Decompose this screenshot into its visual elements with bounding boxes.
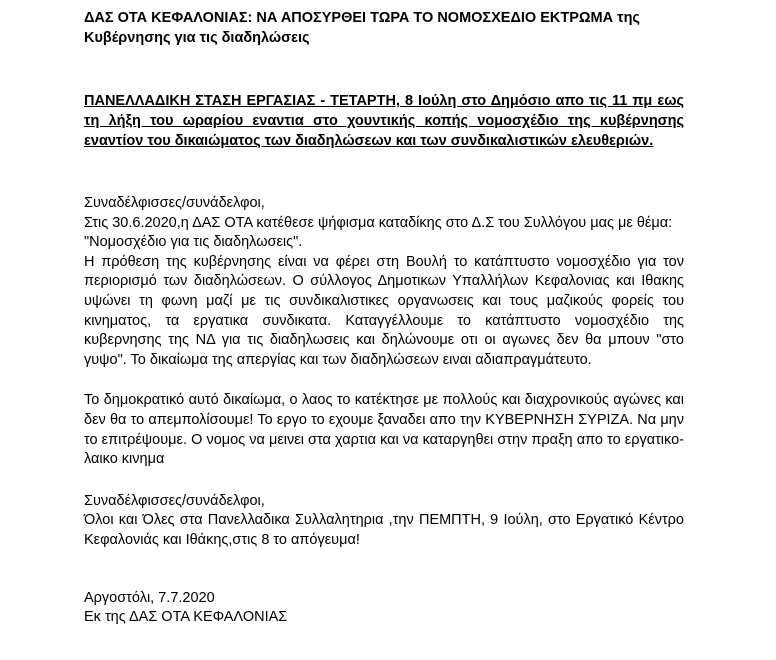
rights-block (84, 391, 684, 469)
greeting: Συναδέλφισσες/συνάδελφοι, (84, 492, 265, 509)
paragraph-resolution: Στις 30.6.2020,η ΔΑΣ ΟΤΑ κατέθεσε ψήφισμα καταδίκης στο Δ.Σ του Συλλόγου μας με θέμα: (84, 214, 673, 231)
call-to-action-block (84, 492, 684, 551)
place-date: Αργοστόλι, 7.7.2020 (84, 589, 215, 606)
intro-block (84, 194, 684, 370)
strike-announcement-heading: ΠΑΝΕΛΛΑΔΙΚΗ ΣΤΑΣΗ ΕΡΓΑΣΙΑΣ - ΤΕΤΑΡΤΗ, 8 Ιούλη στο Δημόσιο απο τις 11 πμ εως τη λήξη του ωραρίου εναντια στο χουντικής κοπής νομοσχέδιο της κυβέρνησης εναντίον του δικαιώματος των διαδηλώσεων και των συνδικαλιστικών ελευθεριών. (84, 93, 684, 149)
signature: Εκ της ΔΑΣ ΟΤΑ ΚΕΦΑΛΟΝΙΑΣ (84, 609, 288, 626)
signature-block (84, 589, 684, 628)
paragraph-government-intent: Η πρόθεση της κυβέρνησης είναι να φέρει στη Βουλή το κατάπτυστο νομοσχέδιο για τον περιορισμό των διαδηλώσεων. Ο σύλλογος Δημοτικων Υπαλλήλων Κεφαλονιας και Ιθακης υψώνει τη φωνη μαζί με τις συνδικαλιστικες οργανωσεις και τους μαζικούς φορείς του κινηματος, τα εργατικα συνδικατα. Καταγγέλλουμε το κατάπτυστο νομοσχέδιο της κυβερνησης της ΝΔ για τις διαδηλωσεις και δηλώνουμε οτι οι αγωνες δεν θα μπουν "στο γυψο". Το δικαίωμα της απεργίας και των διαδηλώσεων ειναι αδιαπραγμάτευτο. (84, 253, 684, 368)
resolution-subject: "Νομοσχέδιο για τις διαδηλωσεις". (84, 234, 303, 251)
paragraph-democratic-right: Το δημοκρατικό αυτό δικαίωμα, ο λαος το κατέκτησε με πολλούς και διαχρονικούς αγώνες και δεν θα το απεμπολίσουμε! Το εργο το εχουμε ξαναδει απο την ΚΥΒΕΡΝΗΣΗ ΣΥΡΙΖΑ. Να μην το επιτρέψουμε. Ο νομος να μεινει στα χαρτια και να καταργηθει στην πραξη απο το εργατικο-λαικο κινημα (84, 392, 684, 468)
document-title: ΔΑΣ ΟΤΑ ΚΕΦΑΛΟΝΙΑΣ: ΝΑ ΑΠΟΣΥΡΘΕΙ ΤΩΡΑ ΤΟ ΝΟΜΟΣΧΕΔΙΟ ΕΚΤΡΩΜΑ της Κυβέρνησης για τις διαδηλώσεις (84, 10, 640, 46)
greeting: Συναδέλφισσες/συνάδελφοι, (84, 195, 265, 211)
document-page (84, 8, 684, 628)
paragraph-rally-call: Όλοι και Όλες στα Πανελλαδικα Συλλαλητηρια ,την ΠΕΜΠΤΗ, 9 Ιούλη, στο Εργατικό Κέντρο Κεφαλονιάς και Ιθάκης,στις 8 το απόγευμα! (84, 512, 684, 548)
